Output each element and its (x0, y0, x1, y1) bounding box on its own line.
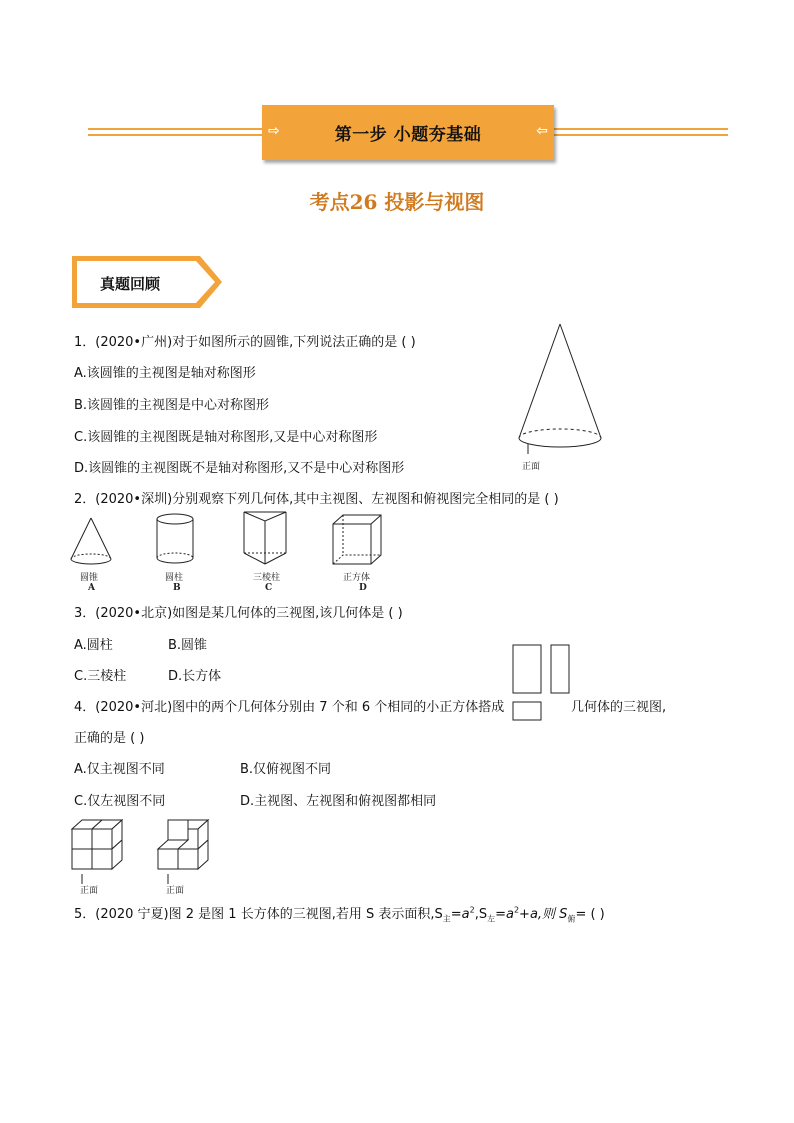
q4-option-a: A.仅主视图不同 (74, 762, 165, 777)
q3-stem: 3．(2020•北京)如图是某几何体的三视图,该几何体是 ( ) (74, 606, 403, 621)
q2-shape-name-c: 三棱柱 (253, 573, 281, 583)
q1-stem: 1．(2020•广州)对于如图所示的圆锥,下列说法正确的是 ( ) (74, 335, 416, 350)
q4-option-d: D.主视图、左视图和俯视图都相同 (240, 794, 437, 809)
q4-figure-label-2: 正面 (166, 886, 185, 896)
q5-stem-prefix: 5．(2020 宁夏)图 2 是图 1 长方体的三视图,若用 S 表示面积,S (74, 907, 443, 922)
triangular-prism-shape (240, 509, 290, 569)
q3-option-c: C.三棱柱 (74, 669, 127, 684)
q1-figure-label: 正面 (522, 462, 541, 472)
q2-shape-letter-d: D (359, 583, 367, 593)
header-rule-right-top (554, 128, 728, 130)
arrow-left-icon: ⇦ (536, 123, 548, 139)
q5-sub-left: 左 (487, 914, 496, 924)
cone-figure (510, 320, 610, 455)
q5-stem (74, 903, 605, 925)
q2-shape-letter-c: C (265, 583, 273, 593)
cylinder-shape (152, 512, 198, 568)
page-title: 考点26 投影与视图 (309, 190, 485, 214)
q3-option-a: A.圆柱 (74, 638, 113, 653)
q5-tail: = ( ) (575, 907, 605, 922)
q1-option-a: A.该圆锥的主视图是轴对称图形 (74, 366, 256, 381)
q2-shape-letter-a: A (88, 583, 95, 593)
q5-sub-top: 俯 (567, 914, 576, 924)
three-views-figure (508, 642, 574, 726)
q5-mid: ,S (474, 907, 488, 922)
q4-option-b: B.仅俯视图不同 (240, 762, 332, 777)
q4-option-c: C.仅左视图不同 (74, 794, 166, 809)
q4-stem-part2: 几何体的三视图, (571, 700, 667, 715)
cube-stack-figure-2 (154, 812, 224, 890)
q4-figure-label-1: 正面 (80, 886, 99, 896)
arrow-right-icon: ⇨ (268, 123, 280, 139)
header-rule-left-top (88, 128, 262, 130)
q5-sup1: 2 (469, 905, 475, 915)
q5-eq2b: +a,则 S (519, 907, 568, 922)
q5-sup2: 2 (513, 905, 520, 915)
q3-option-d: D.长方体 (168, 669, 222, 684)
banner-title: 第一步 小题夯基础 (334, 125, 482, 145)
q5-eq2: =a (495, 907, 514, 922)
q5-sub-main: 主 (442, 914, 451, 924)
q1-option-c: C.该圆锥的主视图既是轴对称图形,又是中心对称图形 (74, 430, 378, 445)
q2-shape-name-d: 正方体 (343, 573, 371, 583)
q2-shape-letter-b: B (173, 583, 181, 593)
q1-option-b: B.该圆锥的主视图是中心对称图形 (74, 398, 270, 413)
section-tag (72, 256, 222, 308)
cube-stack-figure-1 (68, 812, 138, 890)
cube-shape (330, 513, 384, 569)
header-rule-left-bottom (88, 134, 262, 136)
q5-eq1: =a (450, 907, 470, 922)
q2-shape-name-a: 圆锥 (80, 573, 99, 583)
q2-shape-name-b: 圆柱 (165, 573, 184, 583)
header-rule-right-bottom (554, 134, 728, 136)
q2-stem: 2．(2020•深圳)分别观察下列几何体,其中主视图、左视图和俯视图完全相同的是 ( ) (74, 492, 559, 507)
section-label: 真题回顾 (100, 275, 161, 293)
section-banner (262, 105, 554, 160)
q4-stem-part1: 4．(2020•河北)图中的两个几何体分别由 7 个和 6 个相同的小正方体搭成 (74, 700, 505, 715)
q1-option-d: D.该圆锥的主视图既不是轴对称图形,又不是中心对称图形 (74, 461, 405, 476)
cone-shape (66, 515, 116, 567)
q4-stem-line2: 正确的是 ( ) (74, 731, 145, 746)
q3-option-b: B.圆锥 (168, 638, 208, 653)
